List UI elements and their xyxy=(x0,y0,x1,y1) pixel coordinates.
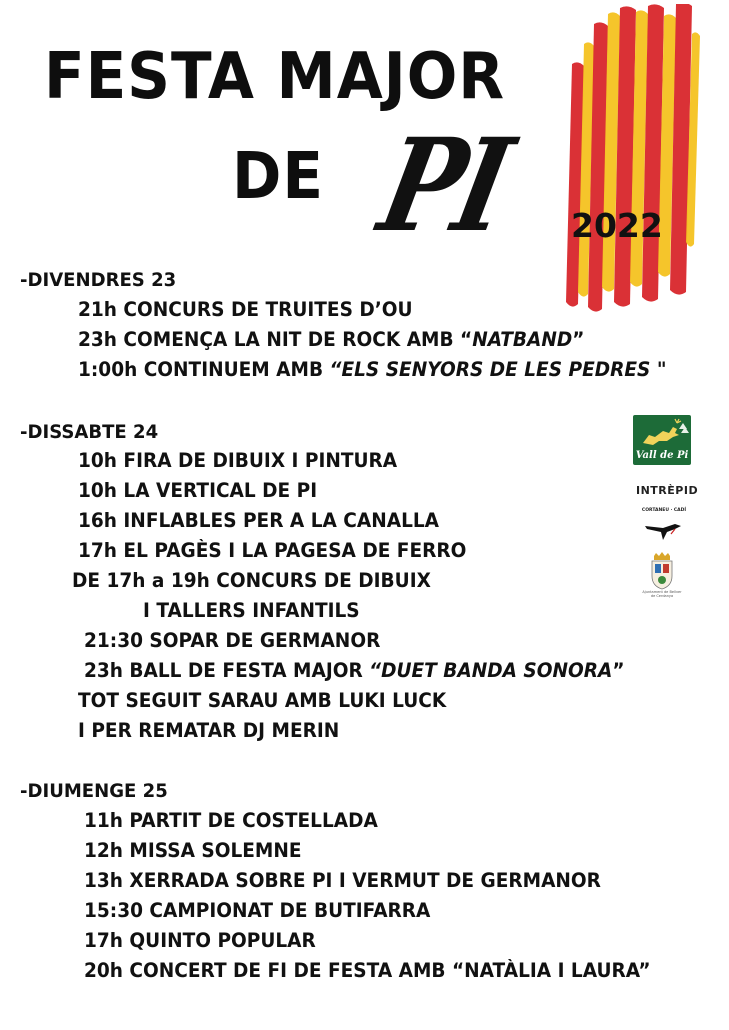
cortaneu-label: CORTANEU · CADÍ xyxy=(641,508,687,513)
schedule-item: 1:00h CONTINUEM AMB “ELS SENYORS DE LES PEDRES " xyxy=(78,358,667,381)
day-heading-sunday: -DIUMENGE 25 xyxy=(20,780,168,802)
schedule-item: 17h EL PAGÈS I LA PAGESA DE FERRO xyxy=(78,539,467,562)
schedule-item: TOT SEGUIT SARAU AMB LUKI LUCK xyxy=(78,689,447,712)
vall-de-pi-logo xyxy=(633,415,691,465)
day-heading-friday: -DIVENDRES 23 xyxy=(20,269,177,291)
schedule-item: 10h FIRA DE DIBUIX I PINTURA xyxy=(78,449,398,472)
day-heading-saturday: -DISSABTE 24 xyxy=(20,421,159,443)
schedule-item: 17h QUINTO POPULAR xyxy=(84,929,316,952)
cortaneu-logo xyxy=(641,508,687,542)
vall-de-pi-label: Vall de Pi xyxy=(635,450,689,461)
title-year: 2022 xyxy=(571,206,663,245)
schedule-item: 21h CONCURS DE TRUITES D’OU xyxy=(78,298,413,321)
senyera-flag-graphic xyxy=(560,4,700,314)
schedule-item: 16h INFLABLES PER A LA CANALLA xyxy=(78,509,440,532)
schedule-item: I TALLERS INFANTILS xyxy=(143,599,360,622)
title-pi: PI xyxy=(368,111,519,261)
schedule-item: DE 17h a 19h CONCURS DE DIBUIX xyxy=(72,569,431,592)
schedule-item: 21:30 SOPAR DE GERMANOR xyxy=(84,629,381,652)
bird-icon xyxy=(641,516,687,542)
intrepid-logo: INTRÈPID xyxy=(636,484,699,497)
title-festa-major: FESTA MAJOR xyxy=(44,40,506,114)
schedule-item: 12h MISSA SOLEMNE xyxy=(84,839,302,862)
schedule-item: 23h COMENÇA LA NIT DE ROCK AMB “NATBAND” xyxy=(78,328,585,351)
schedule-item: 10h LA VERTICAL DE PI xyxy=(78,479,318,502)
ajuntament-logo xyxy=(640,552,684,598)
deer-icon xyxy=(633,417,691,451)
ajuntament-label: Ajuntament de Bellver de Cerdanya xyxy=(642,590,682,598)
schedule-item: 11h PARTIT DE COSTELLADA xyxy=(84,809,378,832)
schedule-item: 15:30 CAMPIONAT DE BUTIFARRA xyxy=(84,899,431,922)
schedule-item: 13h XERRADA SOBRE PI I VERMUT DE GERMANOR xyxy=(84,869,601,892)
schedule-item: I PER REMATAR DJ MERIN xyxy=(78,719,340,742)
title-de: DE xyxy=(232,140,324,214)
schedule-item: 23h BALL DE FESTA MAJOR “DUET BANDA SONORA” xyxy=(84,659,625,682)
coat-of-arms-icon xyxy=(640,552,684,590)
schedule-item: 20h CONCERT DE FI DE FESTA AMB “NATÀLIA I LAURA” xyxy=(84,959,651,982)
